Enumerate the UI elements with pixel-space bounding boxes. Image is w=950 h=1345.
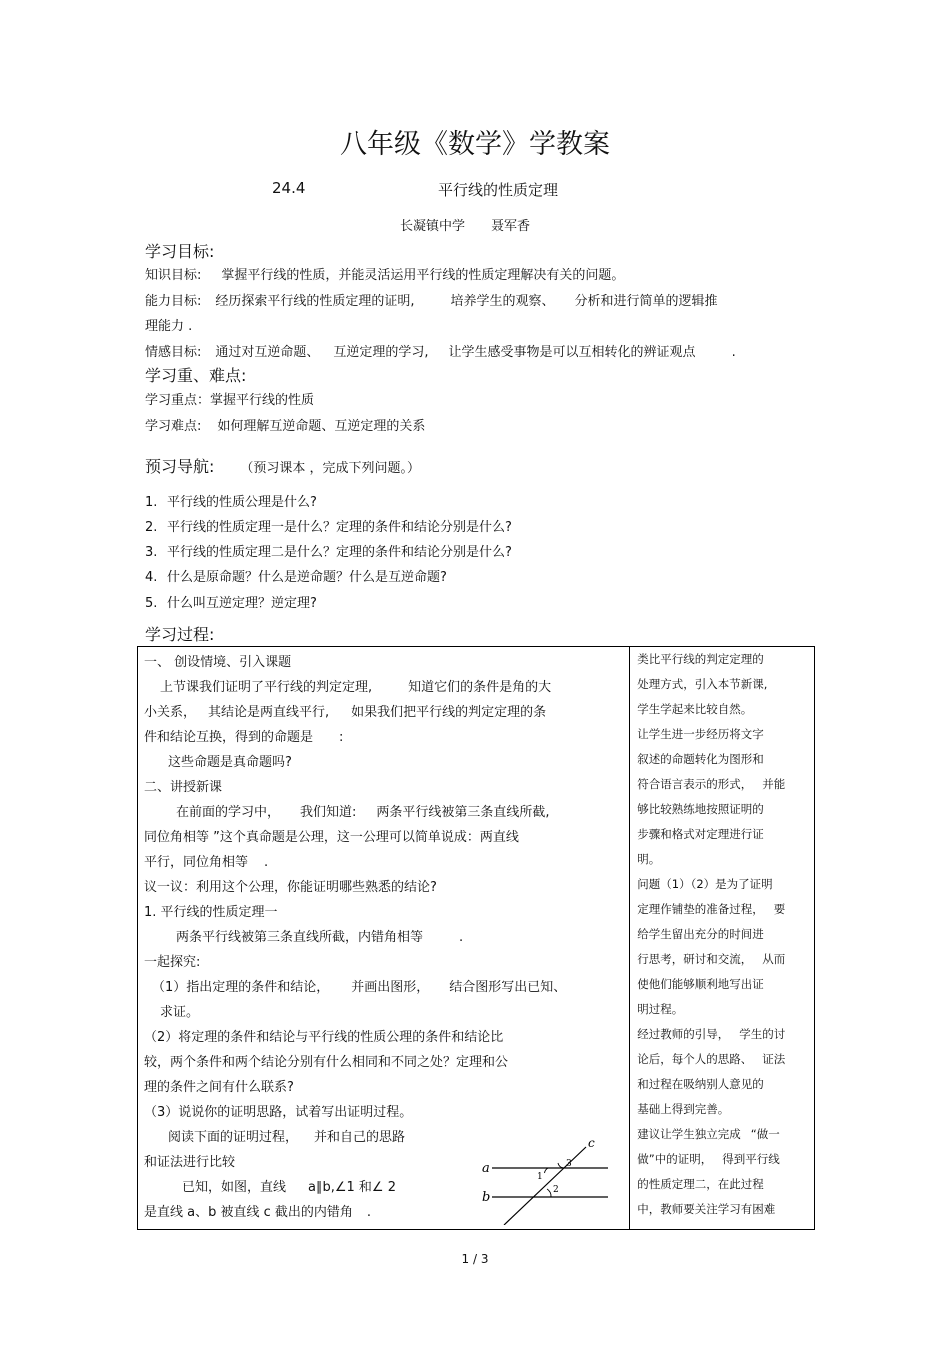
preview-question: [145, 566, 447, 585]
text-segment: 建议让学生独立完成: [637, 1127, 741, 1141]
text-segment: 定理作铺垫的准备过程，: [637, 902, 764, 916]
preview-note: （预习课本 ，完成下列问题。）: [240, 461, 421, 476]
text-segment: 我们知道:: [300, 805, 357, 820]
text-segment: :: [339, 730, 344, 745]
process-line: 二、讲授新课: [144, 780, 223, 795]
text-segment: 结合图形写出已知、: [449, 980, 567, 995]
text-segment: 得到平行线: [722, 1152, 780, 1166]
question-text: 什么是原命题？什么是逆命题？什么是互逆命题?: [167, 570, 447, 585]
school-name: 长凝镇中学: [400, 219, 466, 234]
note-line: 够比较熟练地按照证明的: [637, 802, 764, 816]
process-line: [176, 801, 550, 820]
question-number: 4.: [145, 570, 158, 585]
note-line: 和过程在吸纳别人意见的: [637, 1077, 764, 1091]
process-main-cell: [138, 647, 630, 1230]
text-segment: 两条平行线被第三条直线所截，内错角相等: [176, 930, 424, 945]
note-line: 中，教师要关注学习有困难: [637, 1202, 776, 1216]
note-line: 明。: [637, 852, 661, 866]
process-heading: 学习过程:: [145, 625, 215, 644]
question-text: 什么叫互逆定理？逆定理?: [167, 596, 317, 611]
knowledge-objective: [145, 264, 624, 283]
process-line: [144, 1201, 371, 1220]
label-angle-2: 2: [553, 1185, 559, 1195]
key-point: 学习重点：掌握平行线的性质: [145, 393, 315, 408]
knowledge-label: 知识目标:: [145, 268, 202, 283]
text-segment: .: [264, 855, 269, 870]
note-line: 使他们能够顺利地写出证: [637, 977, 764, 991]
text-segment: 符合语言表示的形式，: [637, 777, 753, 791]
label-angle-1: 1: [537, 1172, 543, 1182]
label-a: a: [482, 1161, 490, 1176]
preview-question: [145, 491, 317, 510]
process-line: 议一议：利用这个公理，你能证明哪些熟悉的结论?: [144, 880, 437, 895]
note-line: 步骤和格式对定理进行证: [637, 827, 764, 841]
process-line: （2）将定理的条件和结论与平行线的性质公理的条件和结论比: [144, 1030, 504, 1045]
process-line: 和证法进行比较: [144, 1155, 236, 1170]
emotion-text-3: 让学生感受事物是可以互相转化的辨证观点: [448, 345, 696, 360]
line-c: [504, 1147, 586, 1225]
question-text: 平行线的性质公理是什么?: [167, 495, 317, 510]
process-line: [168, 1126, 405, 1145]
note-line: 给学生留出充分的时间进: [637, 927, 764, 941]
preview-heading-line: [145, 454, 420, 477]
angle-3-arc: [558, 1163, 564, 1168]
process-line: 较，两个条件和两个结论分别有什么相同和不同之处？定理和公: [144, 1055, 509, 1070]
emotion-label: 情感目标:: [145, 345, 202, 360]
note-line: 叙述的命题转化为图形和: [637, 752, 764, 766]
key-points-heading: 学习重、难点:: [145, 366, 247, 385]
process-line: [144, 851, 268, 870]
label-angle-3: 3: [566, 1159, 572, 1169]
preview-question: [145, 541, 512, 560]
emotion-text-4: .: [731, 345, 736, 360]
question-text: 平行线的性质定理二是什么？定理的条件和结论分别是什么?: [167, 545, 512, 560]
text-segment: .: [459, 930, 464, 945]
objectives-heading: 学习目标:: [145, 242, 215, 261]
text-segment: 两条平行线被第三条直线所截,: [376, 805, 550, 820]
knowledge-text: 掌握平行线的性质，并能灵活运用平行线的性质定理解决有关的问题。: [221, 268, 625, 283]
question-number: 2.: [145, 520, 158, 535]
text-segment: 知道它们的条件是角的大: [408, 680, 552, 695]
emotion-text-1: 通过对互逆命题、: [215, 345, 320, 360]
note-line: [637, 951, 785, 967]
author-line: [400, 215, 530, 234]
process-line: 一、 创设情境、引入课题: [144, 655, 292, 670]
difficult-text: 如何理解互逆命题、互逆定理的关系: [217, 419, 426, 434]
preview-question: [145, 516, 512, 535]
note-line: [637, 1051, 785, 1067]
process-notes-cell: [630, 647, 815, 1230]
text-segment: 其结论是两直线平行,: [208, 705, 330, 720]
parallel-lines-figure: [468, 1133, 628, 1225]
section-number: 24.4: [272, 179, 306, 197]
text-segment: 要: [773, 902, 786, 916]
text-segment: .: [366, 1205, 372, 1220]
text-segment: 已知，如图，直线: [182, 1180, 287, 1195]
note-line: 基础上得到完善。: [637, 1102, 730, 1116]
lesson-process-table: [137, 646, 815, 1230]
text-segment: 论后，每个人的思路、: [637, 1052, 753, 1066]
text-segment: 平行，同位角相等: [144, 855, 249, 870]
note-line: 明过程。: [637, 1002, 684, 1016]
text-segment: 做”中的证明，: [637, 1152, 713, 1166]
question-text: 平行线的性质定理一是什么？定理的条件和结论分别是什么?: [167, 520, 512, 535]
note-line: 处理方式，引入本节新课,: [637, 677, 768, 691]
text-segment: 阅读下面的证明过程，: [168, 1130, 299, 1145]
text-segment: “做一: [750, 1127, 780, 1141]
question-number: 5.: [145, 596, 158, 611]
label-c: c: [588, 1136, 595, 1150]
note-line: [637, 1151, 779, 1167]
ability-label: 能力目标:: [145, 294, 202, 309]
text-segment: 从而: [762, 952, 786, 966]
process-line: [182, 1176, 396, 1195]
process-line: [160, 676, 551, 695]
note-line: 学生学起来比较自然。: [637, 702, 753, 716]
ability-objective-cont: 理能力 .: [145, 319, 193, 334]
note-line: [637, 776, 785, 792]
process-line: 这些命题是真命题吗?: [168, 755, 292, 770]
label-b: b: [482, 1190, 491, 1205]
text-segment: 并能: [762, 777, 786, 791]
document-title: 八年级《数学》学教案: [340, 129, 610, 160]
text-segment: 上节课我们证明了平行线的判定定理,: [160, 680, 373, 695]
ability-text-3: 分析和进行简单的逻辑推: [574, 294, 718, 309]
text-segment: 经过教师的引导，: [637, 1027, 730, 1041]
text-segment: 小关系，: [144, 705, 197, 720]
text-segment: 证法: [762, 1052, 786, 1066]
process-line: [152, 976, 566, 995]
process-line: 同位角相等 ”这个真命题是公理，这一公理可以简单说成：两直线: [144, 830, 519, 845]
preview-question: [145, 592, 317, 611]
difficult-label: 学习难点:: [145, 419, 202, 434]
text-segment: （1）指出定理的条件和结论，: [152, 980, 330, 995]
text-segment: 并画出图形，: [351, 980, 430, 995]
process-line: 1. 平行线的性质定理一: [144, 905, 278, 920]
section-title: 平行线的性质定理: [438, 181, 559, 199]
ability-text-2: 培养学生的观察、: [450, 294, 555, 309]
note-line: 让学生进一步经历将文字: [637, 727, 764, 741]
page-number: 1 / 3: [461, 1252, 489, 1266]
text-segment: 是直线 a、b 被直线 c 截出的内错角: [144, 1205, 353, 1220]
ability-objective: [145, 290, 718, 309]
text-segment: 在前面的学习中，: [176, 805, 281, 820]
difficult-point: [145, 415, 425, 434]
ability-text-1: 经历探索平行线的性质定理的证明,: [215, 294, 415, 309]
note-line: 的性质定理二，在此过程: [637, 1177, 764, 1191]
process-line: [144, 726, 343, 745]
note-line: [637, 1026, 785, 1042]
note-line: 类比平行线的判定定理的: [637, 652, 764, 666]
process-line: 一起探究:: [144, 955, 201, 970]
emotion-text-2: 互逆定理的学习,: [333, 345, 429, 360]
note-line: [637, 901, 785, 917]
note-line: 问题（1）（2）是为了证明: [637, 877, 773, 891]
emotion-objective: [145, 341, 736, 360]
question-number: 1.: [145, 495, 158, 510]
preview-heading: 预习导航:: [145, 457, 215, 476]
process-line: 理的条件之间有什么联系?: [144, 1080, 294, 1095]
process-line: 求证。: [160, 1005, 200, 1020]
angle-1-arc: [545, 1168, 549, 1173]
note-line: [637, 1126, 779, 1142]
text-segment: a∥b,∠1 和∠ 2: [308, 1180, 396, 1195]
text-segment: 行思考，研讨和交流，: [637, 952, 753, 966]
question-number: 3.: [145, 545, 158, 560]
process-line: [176, 926, 463, 945]
text-segment: 学生的讨: [739, 1027, 786, 1041]
process-line: （3）说说你的证明思路，试着写出证明过程。: [144, 1105, 413, 1120]
text-segment: 件和结论互换，得到的命题是: [144, 730, 314, 745]
text-segment: 如果我们把平行线的判定定理的条: [351, 705, 547, 720]
teacher-name: 聂军香: [491, 219, 531, 234]
angle-2-arc: [547, 1189, 551, 1197]
process-line: [144, 701, 546, 720]
text-segment: 并和自己的思路: [314, 1130, 406, 1145]
